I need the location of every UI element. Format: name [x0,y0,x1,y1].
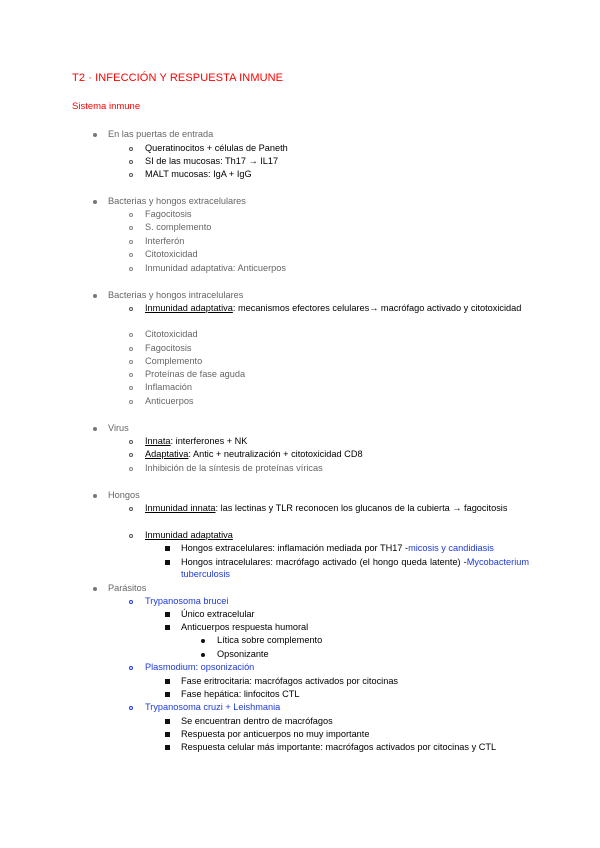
bullet-circle-icon [124,208,138,220]
bullet-square-icon [160,608,174,620]
list-heading: Hongos [108,490,140,500]
list-heading: Parásitos [108,583,147,593]
bullet-circle-icon [124,462,138,474]
bullet-square-icon [160,675,174,687]
list-item-text: Hongos extracelulares: inflamación mediada por TH17 -micosis y candidiasis [181,543,494,553]
bullet-square-icon [160,741,174,753]
bullet-circle-icon [124,142,138,154]
bullet-square-icon [160,556,174,568]
bullet-square-icon [160,542,174,554]
bullet-circle-icon [124,661,138,673]
bullet-circle-icon [124,262,138,274]
bullet-square-icon [160,621,174,633]
list-heading: Bacterias y hongos extracelulares [108,196,246,206]
list-item-text: Inmunidad innata: las lectinas y TLR reconocen los glucanos de la cubierta → fagocitosis [145,503,508,513]
bullet-dot-icon [88,195,102,207]
section-subtitle: Sistema inmune [72,101,141,112]
bullet-circle-icon [124,701,138,713]
bullet-circle-icon [124,395,138,407]
bullet-square-icon [160,728,174,740]
bullet-circle-icon [124,355,138,367]
bullet-dot-icon [88,289,102,301]
bullet-circle-icon [124,328,138,340]
bullet-dot-icon [88,582,102,594]
bullet-circle-icon [124,302,138,314]
list-heading: En las puertas de entrada [108,129,214,139]
bullet-circle-icon [124,235,138,247]
bullet-dot-icon [88,128,102,140]
bullet-circle-icon [124,595,138,607]
bullet-dot-icon [196,648,210,660]
list-heading: Bacterias y hongos intracelulares [108,290,244,300]
bullet-square-icon [160,715,174,727]
bullet-circle-icon [124,248,138,260]
bullet-circle-icon [124,342,138,354]
bullet-dot-icon [196,634,210,646]
bullet-circle-icon [124,368,138,380]
bullet-circle-icon [124,529,138,541]
bullet-circle-icon [124,221,138,233]
bullet-dot-icon [88,489,102,501]
list-item-text: Inmunidad adaptativa: mecanismos efectores celulares→ macrófago activado y citotoxicidad [145,303,522,313]
bullet-circle-icon [124,155,138,167]
bullet-circle-icon [124,502,138,514]
bullet-circle-icon [124,381,138,393]
document-page: T2 · INFECCIÓN Y RESPUESTA INMUNE Sistema inmune En las puertas de entrada Queratinocitos + células de Paneth SI de las mucosas: Th17 → IL17 MALT mucosas: IgA + IgG Bacterias y hongos extracelulares Fagocitosis S. complemento Interferón Citotoxicidad Inmunidad adaptativa: Anticuerpos Bacterias y hongos intracelulares Inmunidad adaptativa: mecanismos efectores celulares→ macrófago activado y citotoxicidad Citotoxicidad Fagocitosis Complemento Proteínas de fase aguda Inflamación Anticuerpos Virus Innata: interferones + NK Adaptativa: Antic + neutralización + citotoxicidad CD8 Inhibición de la síntesis de proteínas víricas Hongos Inmunidad innata: las lectinas y TLR reconocen los glucanos de la cubierta → fagocitosis Inmunidad adaptativa Hongos extracelulares: inflamación mediada por TH17 -micosis y candidiasis Hongos intracelulares: macrófago activado (el hongo queda latente) -Mycobacterium tuberculosis Parásitos Trypanosoma brucei Único extracelular Anticuerpos respuesta humoral Lítica sobre complemento Opsonizante Plasmodium: opsonización Fase eritrocitaria: macrófagos activados por citocinas Fase hepática: linfocitos CTL Trypanosoma cruzi + Leishmania Se encuentran dentro de macrófagos Respuesta por anticuerpos no muy importante Respuesta celular más importante: macrófagos activados por citocinas y CTL [72,72,529,752]
bullet-circle-icon [124,448,138,460]
bullet-circle-icon [124,435,138,447]
list-heading: Virus [108,423,129,433]
bullet-dot-icon [88,422,102,434]
list-item-text: Hongos intracelulares: macrófago activado (el hongo queda latente) -Mycobacterium tuberculosis [181,557,529,579]
bullet-square-icon [160,688,174,700]
document-title: T2 · INFECCIÓN Y RESPUESTA INMUNE [72,72,284,84]
bullet-circle-icon [124,168,138,180]
